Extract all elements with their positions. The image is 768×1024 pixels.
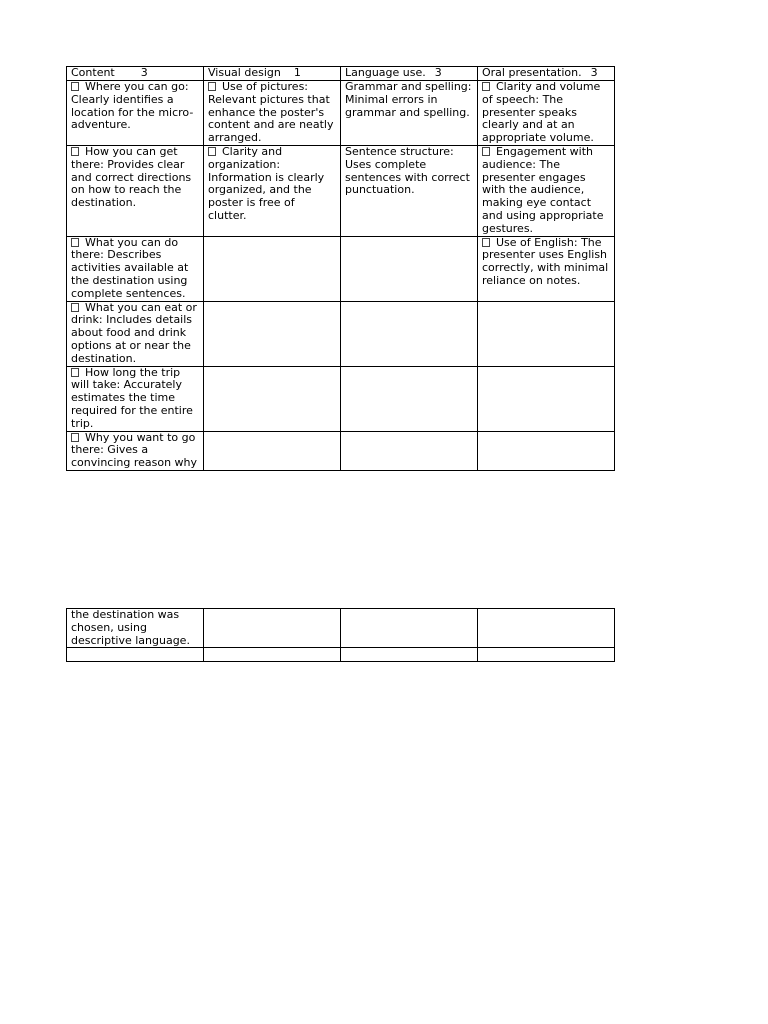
table-row bbox=[67, 609, 615, 648]
checkbox-icon bbox=[71, 433, 79, 442]
header-content: Content 3 bbox=[67, 67, 204, 81]
cell: Where you can go: Clearly identifies a location for the micro-adventure. bbox=[67, 81, 204, 146]
header-visual-design: Visual design 1 bbox=[204, 67, 341, 81]
cell bbox=[478, 648, 615, 662]
cell bbox=[204, 366, 341, 431]
rubric-table-continued bbox=[66, 608, 615, 662]
checkbox-icon bbox=[71, 82, 79, 91]
rubric-table bbox=[66, 66, 615, 471]
checkbox-icon bbox=[71, 238, 79, 247]
cell bbox=[204, 648, 341, 662]
cell: Engagement with audience: The presenter engages with the audience, making eye contact and using appropriate gestures. bbox=[478, 145, 615, 236]
checkbox-icon bbox=[208, 147, 216, 156]
cell: What you can eat or drink: Includes details about food and drink options at or near the destination. bbox=[67, 301, 204, 366]
cell: How you can get there: Provides clear and correct directions on how to reach the destination. bbox=[67, 145, 204, 236]
header-language-use: Language use. 3 bbox=[341, 67, 478, 81]
checkbox-icon bbox=[208, 82, 216, 91]
cell bbox=[478, 366, 615, 431]
checkbox-icon bbox=[71, 147, 79, 156]
cell bbox=[341, 648, 478, 662]
table-row bbox=[67, 431, 615, 470]
cell: Why you want to go there: Gives a convincing reason why bbox=[67, 431, 204, 470]
cell: Use of English: The presenter uses English correctly, with minimal reliance on notes. bbox=[478, 236, 615, 301]
checkbox-icon bbox=[482, 82, 490, 91]
cell: the destination was chosen, using descriptive language. bbox=[67, 609, 204, 648]
cell bbox=[341, 431, 478, 470]
cell bbox=[204, 431, 341, 470]
cell bbox=[341, 366, 478, 431]
cell bbox=[478, 609, 615, 648]
checkbox-icon bbox=[71, 368, 79, 377]
table-row bbox=[67, 236, 615, 301]
checkbox-icon bbox=[482, 238, 490, 247]
table-row bbox=[67, 301, 615, 366]
table-row bbox=[67, 81, 615, 146]
table-row bbox=[67, 366, 615, 431]
header-row bbox=[67, 67, 615, 81]
cell bbox=[478, 431, 615, 470]
cell bbox=[341, 236, 478, 301]
cell: How long the trip will take: Accurately estimates the time required for the entire trip. bbox=[67, 366, 204, 431]
cell bbox=[341, 301, 478, 366]
cell: Use of pictures: Relevant pictures that enhance the poster's content and are neatly arranged. bbox=[204, 81, 341, 146]
cell bbox=[204, 301, 341, 366]
table-row bbox=[67, 145, 615, 236]
cell: Clarity and organization: Information is clearly organized, and the poster is free of clutter. bbox=[204, 145, 341, 236]
checkbox-icon bbox=[482, 147, 490, 156]
table-row bbox=[67, 648, 615, 662]
cell bbox=[67, 648, 204, 662]
cell: Clarity and volume of speech: The presenter speaks clearly and at an appropriate volume. bbox=[478, 81, 615, 146]
cell: What you can do there: Describes activities available at the destination using complete sentences. bbox=[67, 236, 204, 301]
cell: Grammar and spelling: Minimal errors in grammar and spelling. bbox=[341, 81, 478, 146]
cell bbox=[341, 609, 478, 648]
cell bbox=[204, 236, 341, 301]
header-oral-presentation: Oral presentation. 3 bbox=[478, 67, 615, 81]
checkbox-icon bbox=[71, 303, 79, 312]
cell bbox=[478, 301, 615, 366]
cell bbox=[204, 609, 341, 648]
cell: Sentence structure: Uses complete sentences with correct punctuation. bbox=[341, 145, 478, 236]
